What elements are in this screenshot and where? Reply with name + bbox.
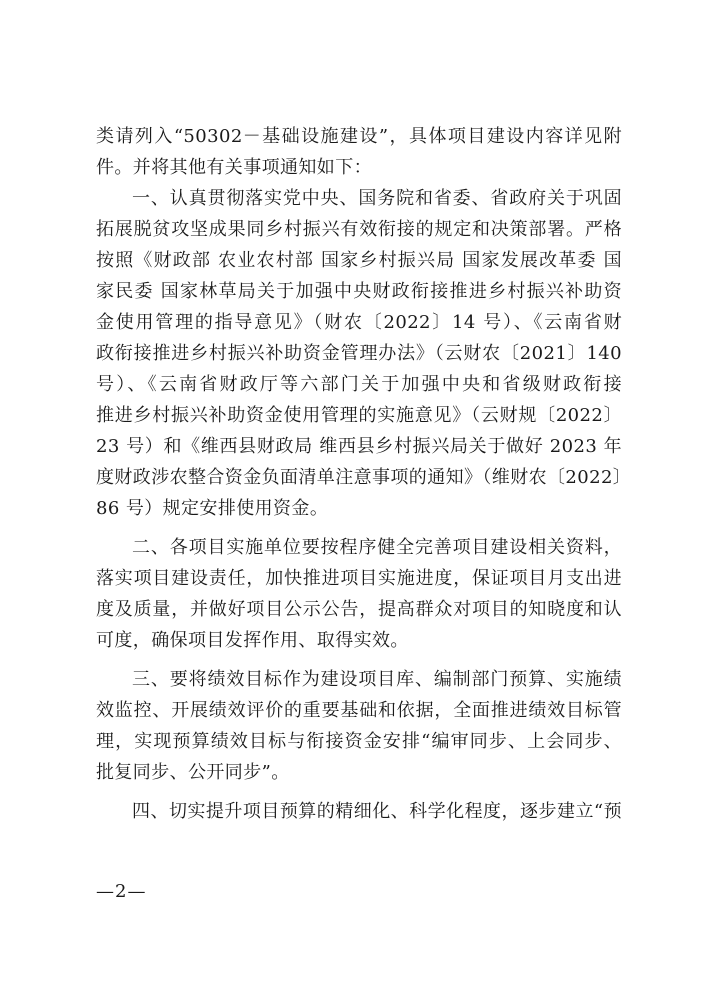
paragraph-spacer — [96, 788, 622, 796]
text-line: 度及质量，并做好项目公示公告，提高群众对项目的知晓度和认 — [96, 599, 622, 620]
text-line: 类请列入“50302－基础设施建设”，具体项目建设内容详见附 — [96, 126, 622, 147]
text-line: 86 号）规定安排使用资金。 — [96, 498, 329, 519]
paragraph-item-4 — [96, 796, 622, 827]
paragraph-spacer — [96, 656, 622, 664]
document-body — [96, 121, 632, 827]
text-line: 政衔接推进乡村振兴补助资金管理办法》（云财农〔2021〕140 — [96, 343, 622, 364]
text-line: 批复同步、公开同步”。 — [96, 762, 290, 783]
text-line: 理，实现预算绩效目标与衔接资金安排“编审同步、上会同步、 — [96, 731, 622, 752]
text-line: 效监控、开展绩效评价的重要基础和依据，全面推进绩效目标管 — [96, 700, 622, 721]
text-line: 落实项目建设责任，加快推进项目实施进度，保证项目月支出进 — [96, 568, 622, 589]
text-line: 件。并将其他有关事项通知如下： — [96, 157, 372, 178]
text-line: 推进乡村振兴补助资金使用管理的实施意见》（云财规〔2022〕 — [96, 405, 622, 426]
paragraph-continuation — [96, 121, 622, 183]
text-line: 四、切实提升项目预算的精细化、科学化程度，逐步建立“预 — [132, 801, 622, 822]
paragraph-item-2 — [96, 532, 622, 656]
text-line: 按照《财政部 农业农村部 国家乡村振兴局 国家发展改革委 国 — [96, 250, 622, 271]
text-line: 三、要将绩效目标作为建设项目库、编制部门预算、实施绩 — [132, 669, 622, 690]
paragraph-spacer — [96, 524, 622, 532]
text-line: 一、认真贯彻落实党中央、国务院和省委、省政府关于巩固 — [132, 188, 622, 209]
text-line: 可度，确保项目发挥作用、取得实效。 — [96, 630, 409, 651]
paragraph-item-1 — [96, 183, 632, 524]
page-number: —2— — [96, 881, 147, 902]
text-line: 号）、《云南省财政厅等六部门关于加强中央和省级财政衔接 — [96, 374, 622, 395]
text-line: 拓展脱贫攻坚成果同乡村振兴有效衔接的规定和决策部署。严格 — [96, 219, 622, 240]
text-line: 二、各项目实施单位要按程序健全完善项目建设相关资料， — [132, 537, 622, 558]
text-line: 度财政涉农整合资金负面清单注意事项的通知》（维财农〔2022〕 — [96, 467, 632, 488]
paragraph-item-3 — [96, 664, 622, 788]
text-line: 金使用管理的指导意见》（财农〔2022〕14 号）、《云南省财 — [96, 312, 622, 333]
text-line: 23 号）和《维西县财政局 维西县乡村振兴局关于做好 2023 年 — [96, 436, 622, 457]
text-line: 家民委 国家林草局关于加强中央财政衔接推进乡村振兴补助资 — [96, 281, 622, 302]
